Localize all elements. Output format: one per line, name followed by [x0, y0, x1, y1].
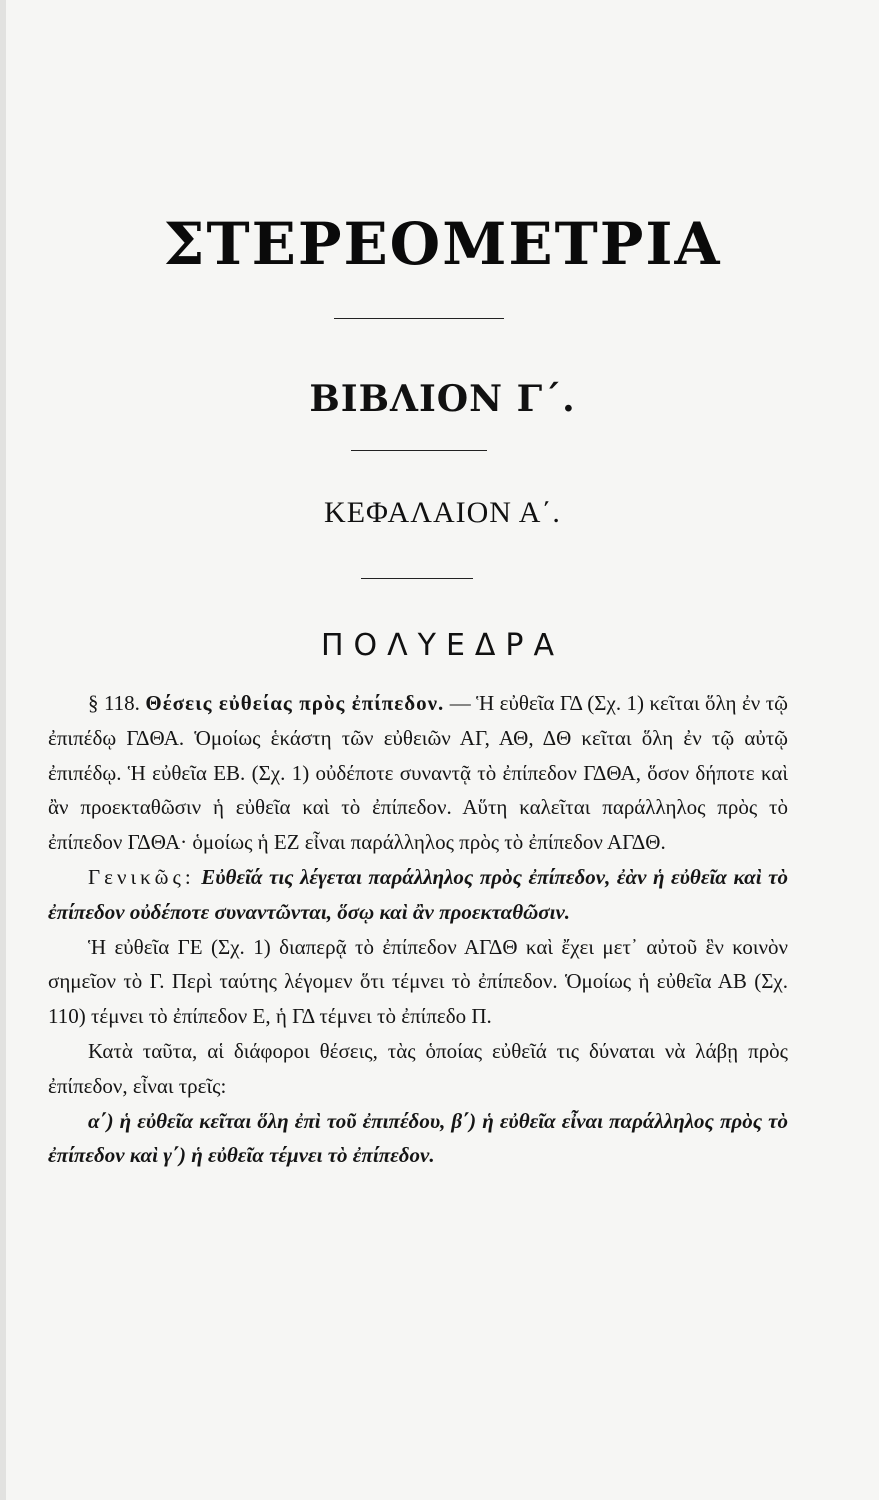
paragraph-text: — Ἡ εὐθεῖα ΓΔ (Σχ. 1) κεῖται ὅλη ἐν τῷ ἐπιπέδῳ ΓΔΘΑ. Ὁμοίως ἑκάστη τῶν εὐθειῶν ΑΓ, ΑΘ, ΔΘ κεῖται ὅλη ἐν τῷ αὐτῷ ἐπιπέδῳ. Ἡ εὐθεῖα ΕΒ. (Σχ. 1) οὐδέποτε συναντᾷ τὸ ἐπίπεδον ΓΔΘΑ, ὅσον δήποτε καὶ ἂν προεκταθῶσιν ἡ εὐθεῖα καὶ τὸ ἐπίπεδον. Αὕτη καλεῖται παράλληλος πρὸς τὸ ἐπίπεδον ΓΔΘΑ· ὁμοίως ἡ ΕΖ εἶναι παράλληλος πρὸς τὸ ἐπίπεδον ΑΓΔΘ.	[48, 691, 789, 855]
section-heading: Θέσεις εὐθείας πρὸς ἐπίπεδον.	[145, 691, 445, 715]
paragraph-118	[48, 686, 788, 860]
paragraph-cases: α΄) ἡ εὐθεῖα κεῖται ὅλη ἐπὶ τοῦ ἐπιπέδου, β΄) ἡ εὐθεῖα εἶναι παράλληλος πρὸς τὸ ἐπίπεδον καὶ γ΄) ἡ εὐθεῖα τέμνει τὸ ἐπίπεδον.	[48, 1108, 788, 1168]
body-text	[48, 686, 788, 1173]
chapter-heading: ΚΕΦΑΛΑΙΟΝ Α΄.	[324, 496, 561, 529]
definition-text: Εὐθεῖά τις λέγεται παράλληλος πρὸς ἐπίπεδον, ἐὰν ἡ εὐθεῖα καὶ τὸ ἐπίπεδον οὐδέποτε συναντῶνται, ὅσῳ καὶ ἂν προεκταθῶσιν.	[48, 864, 788, 924]
page-title: ΣΤΕΡΕΟΜΕΤΡΙΑ	[163, 210, 722, 278]
divider-rule-3	[361, 578, 473, 579]
paragraph-summary: Κατὰ ταῦτα, αἱ διάφοροι θέσεις, τὰς ὁποίας εὐθεῖά τις δύναται νὰ λάβῃ πρὸς ἐπίπεδον, εἶναι τρεῖς:	[48, 1038, 788, 1098]
paragraph-intersect: Ἡ εὐθεῖα ΓΕ (Σχ. 1) διαπερᾷ τὸ ἐπίπεδον ΑΓΔΘ καὶ ἔχει μετ᾽ αὐτοῦ ἓν κοινὸν σημεῖον τὸ Γ. Περὶ ταύτης λέγομεν ὅτι τέμνει τὸ ἐπίπεδον. Ὁμοίως ἡ εὐθεῖα ΑΒ (Σχ. 110) τέμνει τὸ ἐπίπεδον Ε, ἡ ΓΔ τέμνει τὸ ἐπίπεδο Π.	[48, 934, 788, 1029]
book-heading: ΒΙΒΛΙΟΝ Γ΄.	[309, 378, 576, 420]
definition-lead: Γενικῶς:	[88, 864, 195, 889]
divider-rule-2	[351, 450, 487, 451]
section-title: ΠΟΛΥΕΔΡΑ	[320, 628, 565, 663]
divider-rule-1	[334, 318, 504, 319]
paragraph-definition	[48, 860, 788, 930]
section-number: § 118.	[88, 691, 140, 715]
